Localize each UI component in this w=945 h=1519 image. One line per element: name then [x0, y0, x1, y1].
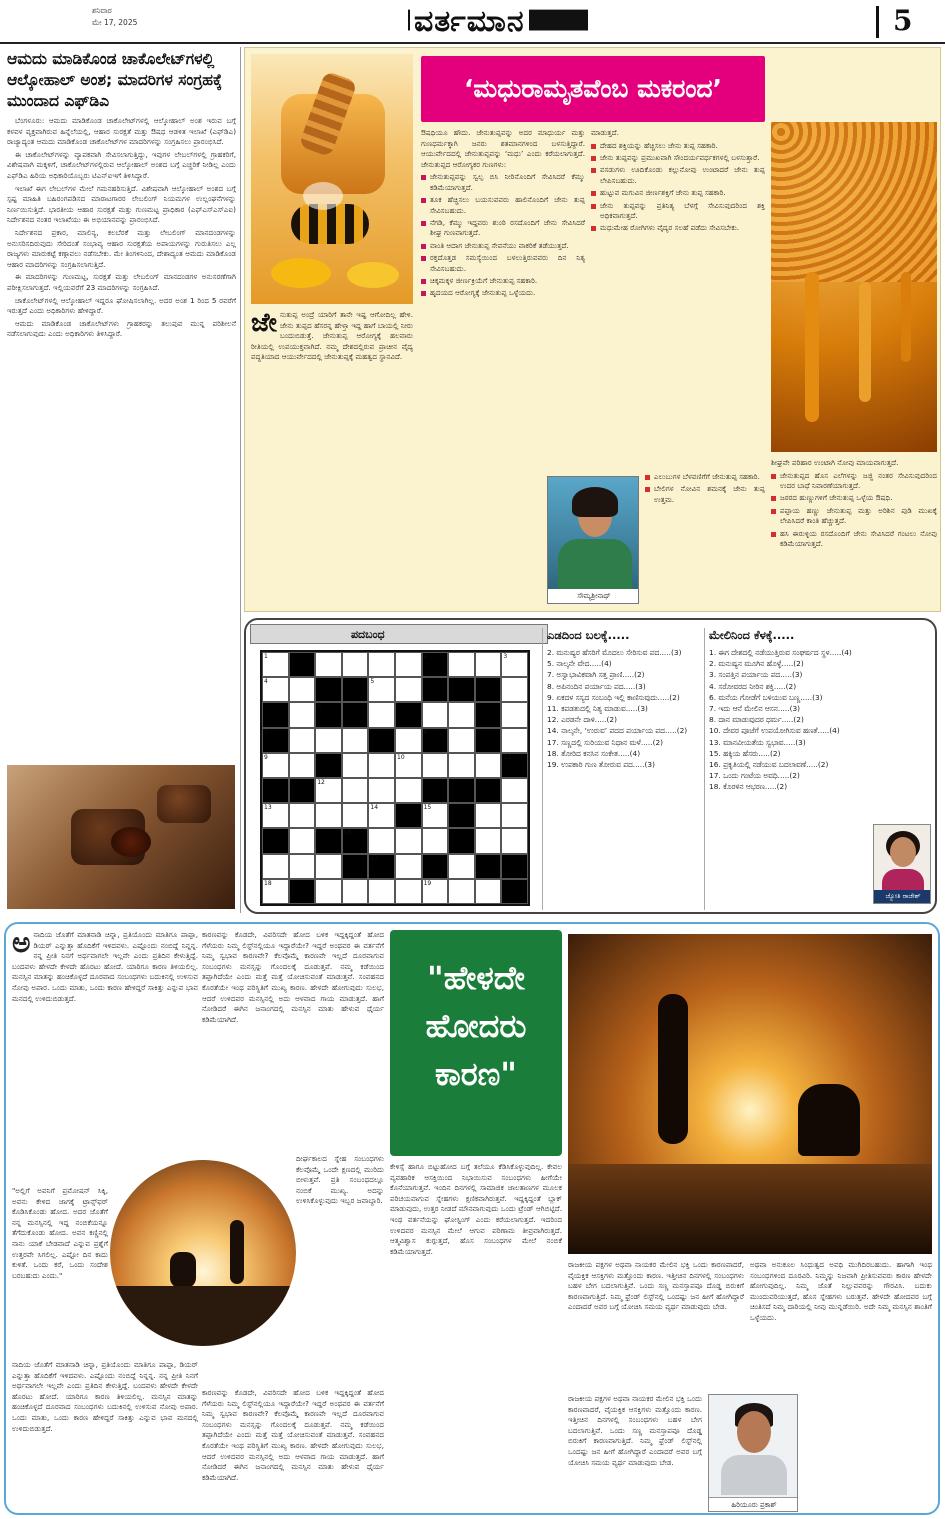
crossword-cell[interactable]: [368, 879, 395, 904]
rel-col4b-text: ರಾಜಕೀಯ ಪಕ್ಷಗಳ ಅಥವಾ ನಾಯಕರ ಮೇಲಿನ ಭಕ್ತಿ ಒಂದು ಕಾರಣವಾದರೆ, ವೈಯಕ್ತಿಕ ಆಸಕ್ತಿಗಳು ಮತ್ತೊಂದು ಕಾರಣ. ಇತ್ತೀಚಿನ ದಿನಗಳಲ್ಲಿ ಸಂಬಂಧಗಳು ಬಹಳ ಬೇಗ ಬದಲಾಗುತ್ತಿವೆ. ಒಂದು ಸಣ್ಣ ಮನಸ್ತಾಪವೂ ದೊಡ್ಡ ಬಿರುಕಿಗೆ ಕಾರಣವಾಗುತ್ತಿದೆ. ನಿಮ್ಮ ಫ್ರೆಂಡ್ ಲಿಸ್ಟ್‌ನಲ್ಲಿ ಒಂದಷ್ಟು ಜನ ಹೀಗೆ ಹೋಗಿದ್ದಾರೆ ಎಂದಾದರೆ ಅವರ ಬಗ್ಗೆ ಯೋಚಿಸಿ ಸಮಯ ವ್ಯರ್ಥ ಮಾಡುವುದು ಬೇಡ.: [568, 1394, 702, 1467]
crossword-block: [342, 854, 369, 879]
crossword-cell[interactable]: [448, 728, 475, 753]
page-number: 5: [893, 4, 913, 37]
chocolate-article: [3, 47, 241, 913]
crossword-cell[interactable]: [422, 753, 449, 778]
silhouette-kneeling: [170, 1252, 196, 1288]
crossword-number: 1: [264, 653, 268, 660]
list-item: ಜೇನು ತುಪ್ಪವನ್ನು ಪ್ರತಿನಿತ್ಯ ಬೆಳಗ್ಗೆ ಸೇವಿಸುವುದರಿಂದ ಶಕ್ತಿ ಅಧಿಕವಾಗುತ್ತದೆ.: [591, 201, 765, 222]
crossword-block: [475, 728, 502, 753]
rel-col-4b: [568, 1394, 702, 1512]
crossword-title: ಪದಬಂಧ: [351, 628, 385, 641]
sunset-silhouette-photo: [568, 934, 932, 1254]
crossword-cell[interactable]: [342, 728, 369, 753]
crossword-block: [315, 677, 342, 702]
crossword-number: 3: [503, 653, 508, 660]
list-item: ಚಿಕ್ಕಮಕ್ಕಳ ಜೀರ್ಣಕ್ರಿಯೆಗೆ ಜೇನುತುಪ್ಪ ಸಹಕಾರಿ.: [421, 276, 585, 286]
rel-headline-line-3: ಕಾರಣ": [435, 1055, 517, 1093]
author-dress: [882, 869, 924, 891]
rel-col5-text: ಅಥವಾ ಅನುಕೂಲ ಸಿಂಧುತ್ವದ ಅವಧಿ ಮುಗಿದಿರಬಹುದು. ಹಾಗಾಗಿ ಇಂಥ ಸಂಬಂಧಗಳಿಂದ ದೂರವಿರಿ. ನಿಮ್ಮನ್ನು ನಿಜವಾಗಿ ಪ್ರೀತಿಸುವವರು ಕಾರಣ ಹೇಳದೇ ಹೋಗುವುದಿಲ್ಲ. ನಿಮ್ಮ ಜೊತೆ ನಿಲ್ಲುವವರನ್ನು ಗೌರವಿಸಿ. ಬದುಕು ಮುಂದುವರಿಯುತ್ತದೆ, ಹೊಸ ಸ್ನೇಹಗಳು ಬರುತ್ತವೆ. ಹೇಳದೇ ಹೋದವರ ಬಗ್ಗೆ ಚಿಂತಿಸದೆ ನಿಮ್ಮ ದಾರಿಯಲ್ಲಿ ನೀವು ಮುನ್ನಡೆಯಿರಿ. ಅದೇ ನಿಮ್ಮ ಮನಸ್ಸಿನ ಶಾಂತಿಗೆ ಒಳ್ಳೆಯದು.: [750, 1260, 932, 1322]
crossword-cell[interactable]: [395, 652, 422, 677]
honeycomb-photo: [771, 122, 937, 452]
paragraph: ಈ ಚಾಕೊಲೇಟ್‌ಗಳನ್ನು ವ್ಯಾಪಕವಾಗಿ ಸೇವಿಸಲಾಗುತ್ತಿದ್ದು, ಇವುಗಳ ಲೇಬಲ್‌ಗಳಲ್ಲಿ ಗ್ರಾಹಕರಿಗೆ, ವಿಶೇಷವಾಗಿ ಮಕ್ಕಳಿಗೆ, ಚಾಕೊಲೇಟ್‌ಗಳಲ್ಲಿರುವ ಆಲ್ಕೋಹಾಲ್ ಅಂಶದ ಬಗ್ಗೆ ಎಚ್ಚರಿಕೆ ನೀಡಿಲ್ಲ ಎಂದು ಎಫ್‌ಡಿಎ ಹಿರಿಯ ಅಧಿಕಾರಿಯೊಬ್ಬರು ಟಿಎನ್‌ಐಇಗೆ ತಿಳಿಸಿದ್ದಾರೆ.: [7, 149, 236, 180]
crossword-cell[interactable]: [315, 652, 342, 677]
horizon: [568, 1164, 932, 1254]
clue: 2. ಮನುಷ್ಯನ ಮೂಗಿನ ಹೊಳ್ಳೆ.....(2): [709, 659, 804, 669]
silhouette-circle-photo: [110, 1160, 296, 1346]
honey-col-3: [591, 128, 765, 468]
crossword-cell[interactable]: [501, 702, 528, 727]
list-item: ವಾಂತಿ ಆದಾಗ ಜೇನುತುಪ್ಪ ಸೇವನೆಯು ವಾಕರಿಕೆ ತಡೆಯುತ್ತದೆ.: [421, 241, 585, 251]
rel-col-1c: [12, 1360, 198, 1510]
silhouette-sitting-woman: [798, 1084, 860, 1156]
author-caption: ಜ್ಯೋತಿ ರಾಜೇಶ್: [874, 890, 931, 903]
crossword-block: [475, 854, 502, 879]
rel-col1-cont: ನಾದಿಯ ಜೊತೆಗೆ ಮಾತನಾಡಿ ಚಿನ್ನಾ, ಪ್ರತಿಯೊಂದು ಮಾತಿಗೂ ಪಾಪ್ಪಾ, ಡಿಯರ್ ಎನ್ನುತ್ತಾ ಹೊದಿಕೆಗೆ ಇಳಿದವಳು. ಎಷ್ಟೊಂದು ನಂಬಿದ್ದೆ ನಿನ್ನನ್ನ. ನನ್ನ ಪ್ರೀತಿ ನಿನಗೆ ಅರ್ಥವಾಗಲೇ ಇಲ್ಲವೇ ಎಂದು ಪ್ರತಿದಿನ ಕೇಳುತ್ತಿದ್ದೆ. ಬಂದವಳು ಹೇಳದೇ ಕೇಳದೇ ಹೊರಟು ಹೋದೆ. ಯಾರಿಗೂ ಕಾರಣ ತಿಳಿಯಲಿಲ್ಲ. ಮನಸ್ಸಿನ ಮಾತನ್ನು ಹಂಚಿಕೊಳ್ಳದೆ ದೂರವಾದ ಸಂಬಂಧಗಳು ಬದುಕಿನಲ್ಲಿ ಉಳಿಸುವ ನೋವು ಅಪಾರ. ಒಂದು ಮಾತು, ಒಂದು ಕಾರಣ ಹೇಳಿದ್ದರೆ ಸಾಕಿತ್ತು ಎನ್ನುವ ಭಾವ ಮನದಲ್ಲಿ ಉಳಿದುಬಿಡುತ್ತದೆ.: [12, 1360, 198, 1433]
crossword-title-bar: [250, 624, 548, 644]
chocolate-filling: [111, 827, 151, 857]
crossword-block: [395, 702, 422, 727]
crossword-number: 6: [317, 703, 322, 711]
crossword-cell[interactable]: [395, 677, 422, 702]
chocolate-headline: ಆಮದು ಮಾಡಿಕೊಂಡ ಚಾಕೊಲೇಟ್‌ಗಳಲ್ಲಿ ಆಲ್ಕೋಹಾಲ್ ಅಂಶ; ಮಾದರಿಗಳ ಸಂಗ್ರಹಕ್ಕೆ ಮುಂದಾದ ಎಫ್‌ಡಿಎ: [7, 50, 223, 110]
header-page-marker: [876, 6, 879, 38]
clue: 10. ದೇವರ ಪೂಜೆಗೆ ಉಪಯೋಗಿಸುವ ಹಣತೆ.....(4): [709, 726, 840, 736]
crossword-number: 4: [264, 678, 268, 686]
paragraph: ನಿರ್ದೇಶನದ ಪ್ರಕಾರ, ಮಾಲಿನ್ಯ, ಕಲಬೆರಕೆ ಮತ್ತು ಲೇಬಲಿಂಗ್ ಮಾನದಂಡಗಳನ್ನು ಅನುಸರಿಸದಿರುವುದು ಸೇರಿದಂತೆ ಸಂಭಾವ್ಯ ಆಹಾರ ಸುರಕ್ಷತೆಯ ಅಪಾಯಗಳನ್ನು ಗುರುತಿಸಲು ಎಲ್ಲ ರಾಜ್ಯಗಳು ಮಾರುಕಟ್ಟೆ ಕಣ್ಗಾವಲು ನಡೆಸಬೇಕು. ಮೇ ತಿಂಗಳಿನಿಂದ, ದೇಶಾದ್ಯಂತ ಆಮದು ಮಾಡಿಕೊಂಡ ಆಹಾರ ಮಾದರಿಗಳನ್ನು ಸಂಗ್ರಹಿಸಲಾಗುತ್ತಿದೆ.: [7, 227, 236, 269]
honey-drip: [859, 282, 871, 402]
list-item: ಹೃದಯದ ಆರೋಗ್ಯಕ್ಕೆ ಜೇನುತುಪ್ಪ ಒಳ್ಳೆಯದು.: [421, 288, 585, 298]
crossword-cell[interactable]: [475, 879, 502, 904]
rel-col-5: [750, 1260, 932, 1510]
silhouette-standing: [230, 1220, 244, 1284]
crossword-cell[interactable]: [315, 879, 342, 904]
crossword-cell[interactable]: [342, 879, 369, 904]
across-heading: ಎಡದಿಂದ ಬಲಕ್ಕೆ.....: [547, 628, 630, 642]
crossword-block: [289, 879, 316, 904]
list-item: ಪಪ್ಪಾಯ ಹಣ್ಣು ಜೇನುತುಪ್ಪ ಮತ್ತು ಅರಿಶಿನ ಪುಡಿ ಮುಖಕ್ಕೆ ಲೇಪಿಸಿದರೆ ಕಾಂತಿ ಹೆಚ್ಚುತ್ತದೆ.: [771, 506, 937, 527]
honey-col3-top: ಮಾಡುತ್ತದೆ.: [591, 128, 619, 137]
crossword-cell[interactable]: [475, 803, 502, 828]
honey-col-1: [251, 310, 413, 606]
rel-col2c-text: ಕಾರಣವನ್ನು ಕೊಡದೇ, ವಿವರಿಸದೇ ಹೋದ ಬಳಿಕ ಇದ್ದಕ್ಕಿದ್ದಂತೆ ಹೋದ ಗೆಳೆಯರು ನಿಮ್ಮ ಲಿಸ್ಟ್‌ನಲ್ಲಿಯೂ ಇದ್ದಾರೆಯೇ? ಇದ್ದರೆ ಅಂಥವರ ಈ ವರ್ತನೆಗೆ ನಿಮ್ಮ ಸ್ವಭಾವ ಕಾರಣವೇ? ಕೆಲವೊಮ್ಮೆ ಕಾರಣವೇ ಇಲ್ಲದೆ ದೂರವಾಗುವ ಸಂಬಂಧಗಳು ಮನಸ್ಸನ್ನು ಗೊಂದಲಕ್ಕೆ ದೂಡುತ್ತವೆ. ನಮ್ಮ ಕಡೆಯಿಂದ ತಪ್ಪಾಗಿದೆಯೇ ಎಂದು ಮತ್ತೆ ಮತ್ತೆ ಯೋಚಿಸುವಂತೆ ಮಾಡುತ್ತವೆ. ಸಂವಹನದ ಕೊರತೆಯೇ ಇಂಥ ಪರಿಸ್ಥಿತಿಗೆ ಮುಖ್ಯ ಕಾರಣ. ಹೇಳದೇ ಹೋಗುವುದು ಸುಲಭ, ಆದರೆ ಉಳಿದವರ ಮನಸ್ಸಿನಲ್ಲಿ ಅದು ಆಳವಾದ ಗಾಯ ಮಾಡುತ್ತದೆ. ಹಾಗೆ ನೋಡಿದರೆ ಈಗಿನ ಜನಾಂಗದಲ್ಲಿ ಮನಸ್ಸಿನ ಮಾತು ಹೇಳುವ ಧೈರ್ಯ ಕಡಿಮೆಯಾಗಿದೆ.: [202, 1388, 384, 1482]
down-heading: ಮೇಲಿನಿಂದ ಕೆಳಕ್ಕೆ.....: [709, 628, 795, 642]
crossword-number: 11: [503, 753, 512, 761]
crossword-cell[interactable]: [289, 854, 316, 879]
crossword-cell[interactable]: [289, 753, 316, 778]
paragraph: ಈ ಮಾದರಿಗಳನ್ನು ಗುಣಮಟ್ಟ, ಸುರಕ್ಷತೆ ಮತ್ತು ಲೇಬಲಿಂಗ್ ಮಾನದಂಡಗಳ ಅನುಸರಣೆಗಾಗಿ ಪರೀಕ್ಷಿಸಲಾಗುತ್ತದೆ. ಇಲ್ಲಿಯವರೆಗೆ 23 ಮಾದರಿಗಳನ್ನು ಸಂಗ್ರಹಿಸಿದೆ.: [7, 272, 236, 292]
silhouette-walking-man: [658, 994, 688, 1144]
crossword-block: [289, 652, 316, 677]
rel-col1-text: ನಾದಿಯ ಜೊತೆಗೆ ಮಾತನಾಡಿ ಚಿನ್ನಾ, ಪ್ರತಿಯೊಂದು ಮಾತಿಗೂ ಪಾಪ್ಪಾ, ಡಿಯರ್ ಎನ್ನುತ್ತಾ ಹೊದಿಕೆಗೆ ಇಳಿದವಳು. ಎಷ್ಟೊಂದು ನಂಬಿದ್ದೆ ನಿನ್ನನ್ನ. ನನ್ನ ಪ್ರೀತಿ ನಿನಗೆ ಅರ್ಥವಾಗಲೇ ಇಲ್ಲವೇ ಎಂದು ಪ್ರತಿದಿನ ಕೇಳುತ್ತಿದ್ದೆ. ಬಂದವಳು ಹೇಳದೇ ಕೇಳದೇ ಹೊರಟು ಹೋದೆ. ಯಾರಿಗೂ ಕಾರಣ ತಿಳಿಯಲಿಲ್ಲ. ಮನಸ್ಸಿನ ಮಾತನ್ನು ಹಂಚಿಕೊಳ್ಳದೆ ದೂರವಾದ ಸಂಬಂಧಗಳು ಬದುಕಿನಲ್ಲಿ ಉಳಿಸುವ ನೋವು ಅಪಾರ. ಒಂದು ಮಾತು, ಒಂದು ಕಾರಣ ಹೇಳಿದ್ದರೆ ಸಾಕಿತ್ತು ಎನ್ನುವ ಭಾವ ಮನದಲ್ಲಿ ಉಳಿದುಬಿಡುತ್ತದೆ.: [12, 930, 198, 1003]
clue: 2. ಮನುಷ್ಯರ ಹೆಸರಿಗೆ ಮೊದಲು ಸೇರಿಸುವ ಪದ.....(3): [547, 648, 682, 657]
honey-col4-text: ಶೀಘ್ರವೇ ಪರಿಹಾರ ಉಂಟಾಗಿ ನೋವು ಮಾಯವಾಗುತ್ತದೆ.: [771, 458, 899, 467]
page-header: [0, 0, 945, 44]
rel-col-2: [202, 930, 384, 1150]
list-item: ನೆಗಡಿ, ಕೆಮ್ಮು ಇದ್ದವರು ಶುಂಠಿ ರಸದೊಂದಿಗೆ ಜೇನು ಸೇವಿಸಿದರೆ ಶೀಘ್ರ ಗುಣವಾಗುತ್ತದೆ.: [421, 218, 585, 239]
masthead-title: ವರ್ತಮಾನ: [410, 3, 529, 41]
clue: 9. ಏಕದಳ ಸಸ್ಯದ ಸಂಬಂಧಿ ಇಲ್ಲಿ ಕಾಣಿಸುವುದು.....(2): [547, 692, 680, 702]
rel-headline-line-1: "ಹೇಳದೇ: [427, 959, 525, 997]
crossword-block: [289, 778, 316, 803]
dropcap: ಅ: [12, 930, 31, 959]
crossword-cell[interactable]: [448, 652, 475, 677]
clue: 6. ಮನೆಯ ಗೋಡೆಗೆ ಬಳಿಯುವ ಬಣ್ಣ.....(3): [709, 692, 823, 702]
clue: 12. ಎರಡನೇ ದಾಳಿ.....(2): [547, 715, 617, 725]
crossword-block: [475, 778, 502, 803]
clue: 19. ಉಪಕಾರಿ ಗುಣ ತೋರುವ ಪದ.....(3): [547, 760, 655, 770]
clue: 18. ತೋರಿದ ಕನಸಿನ ಸಂಕೇತ.....(4): [547, 748, 641, 758]
clue: 8. ದಾನ ಮಾಡುವುದರ ಧರ್ಮ.....(2): [709, 715, 804, 725]
crossword-block: [501, 879, 528, 904]
crossword-cell[interactable]: [475, 652, 502, 677]
honey-benefits-list: [421, 172, 585, 298]
clue: 18. ಕೊರಳಿನ ಆಭರಣ.....(2): [709, 782, 788, 792]
crossword-number: 17: [370, 854, 379, 862]
crossword-block: [422, 778, 449, 803]
dropcap: ಜೇ: [251, 310, 278, 338]
crossword-block: [448, 803, 475, 828]
clue: 7. ಅಸ್ವಾಭಾವಿಕವಾಗಿ ಸತ್ತ ಪ್ರಾಣಿ.....(2): [547, 670, 645, 680]
clue: 17. ಸಣ್ಣದಲ್ಲಿ ಸುರಿಯುವ ನಿಧಾನ ಮಳೆ.....(2): [547, 737, 664, 747]
clue: 1. ಈಗ ದೇಶದಲ್ಲಿ ನಡೆಯುತ್ತಿರುವ ಸಂಘರ್ಷದ ಸ್ಥಳ.....(4): [709, 648, 852, 657]
honey-col2-text: ಔಷಧಿಯೂ ಹೌದು. ಜೇನುತುಪ್ಪವನ್ನು ಅದರ ಮಾಧುರ್ಯ ಮತ್ತು ಗುಣಧರ್ಮಕ್ಕಾಗಿ ಜನರು ಶತಮಾನಗಳಿಂದ ಬಳಸುತ್ತಿದ್ದಾರೆ. ಆಯುರ್ವೇದದಲ್ಲಿ ಜೇನುತುಪ್ಪವನ್ನು ‘ಮಧು’ ಎಂದು ಕರೆಯಲಾಗುತ್ತದೆ. ಜೇನುತುಪ್ಪದ ಆರೋಗ್ಯಕರ ಗುಣಗಳು:: [421, 128, 585, 169]
clue: 7. ಇದು ಆನೆ ಮೇಲಿನ ಆಸನ.....(3): [709, 704, 801, 714]
rel-headline-line-2: ಹೋದರು: [425, 1007, 527, 1045]
crossword-number: 10: [397, 753, 405, 761]
crossword-cell[interactable]: [289, 728, 316, 753]
crossword-cell[interactable]: [289, 702, 316, 727]
crossword-block: [448, 677, 475, 702]
honey-headline: ‘ಮಧುರಾಮೃತವೆಂಬ ಮಕರಂದ’: [421, 56, 765, 122]
crossword-cell[interactable]: [395, 778, 422, 803]
clue: 13. ಮಾನವೀಯತೆಯ ಸ್ವಭಾವ.....(3): [709, 737, 806, 747]
crossword-cell[interactable]: [501, 828, 528, 853]
crossword-cell[interactable]: [368, 828, 395, 853]
crossword-cell[interactable]: [501, 728, 528, 753]
author-hair: [572, 487, 618, 517]
crossword-block: [342, 677, 369, 702]
list-item: ಎಲುಬುಗಳ ಬೆಳವಣಿಗೆಗೆ ಜೇನುತುಪ್ಪ ಸಹಕಾರಿ.: [645, 472, 765, 482]
honey-benefits-list-3: [645, 472, 765, 505]
flower: [271, 258, 331, 288]
bee: [291, 204, 369, 244]
honey-drip: [901, 272, 911, 362]
rel-col-4: [568, 1260, 744, 1390]
rel-col-1b: [12, 1186, 108, 1356]
paragraph: ಬೆಂಗಳೂರು: ಆಮದು ಮಾಡಿಕೊಂಡ ಚಾಕೊಲೇಟ್‌ಗಳಲ್ಲಿ ಆಲ್ಕೋಹಾಲ್ ಅಂಶ ಇರುವ ಬಗ್ಗೆ ಕಳವಳ ವ್ಯಕ್ತವಾಗಿರುವ ಹಿನ್ನೆಲೆಯಲ್ಲಿ, ಆಹಾರ ಸುರಕ್ಷತೆ ಮತ್ತು ಔಷಧ ಆಡಳಿತ ಇಲಾಖೆ (ಎಫ್‌ಡಿಎ) ರಾಜ್ಯಾದ್ಯಂತ ಆಮದು ಮಾಡಿಕೊಂಡ ಚಾಕೊಲೇಟ್‌ಗಳ ಮಾದರಿಗಳನ್ನು ಸಂಗ್ರಹಿಸಲು ಪ್ರಾರಂಭಿಸಿದೆ.: [7, 116, 236, 147]
author-caption: ಹಿರಿಯೂರು ಪ್ರಕಾಶ್: [709, 1497, 798, 1511]
rel-col-1: [12, 930, 198, 1180]
crossword-section: [244, 618, 937, 914]
rel-col3-text: ಕೇಳಿಸ್ಸೆ ಹಾಗೂ ಬಿಟ್ಟುಹೋದ ಬಗ್ಗೆ ತಲೆಯೂ ಕೆಡಿಸಿಕೊಳ್ಳುವುದಿಲ್ಲ. ಕೇವಲ ವ್ಯವಹಾರಿಕ ಆಸಕ್ತಿಯಿಂದ ನಿಭಾಯಿಸುವ ಸಂಬಂಧಗಳು ಹೀಗೆಯೇ ಕೊನೆಯಾಗುತ್ತವೆ. ಇಂದಿನ ದಿನಗಳಲ್ಲಿ ಸಾಮಾಜಿಕ ಜಾಲತಾಣಗಳ ಮೂಲಕ ಪರಿಚಯವಾಗುವ ಸ್ನೇಹಗಳು ಕ್ಷಣಿಕವಾಗಿರುತ್ತವೆ. ಇದ್ದಕ್ಕಿದ್ದಂತೆ ಬ್ಲಾಕ್ ಮಾಡುವುದು, ಉತ್ತರ ನೀಡದೆ ಮೌನವಾಗುವುದು ಒಂದು ಟ್ರೆಂಡ್ ಆಗಿಬಿಟ್ಟಿದೆ. ಇಂಥ ವರ್ತನೆಯನ್ನು ಘೋಸ್ಟಿಂಗ್ ಎಂದು ಕರೆಯಲಾಗುತ್ತದೆ. ಇದರಿಂದ ಉಳಿದವರ ಮನಸ್ಸಿನ ಮೇಲೆ ಆಗುವ ಪರಿಣಾಮ ತೀವ್ರವಾಗಿರುತ್ತದೆ. ಆತ್ಮವಿಶ್ವಾಸ ಕುಗ್ಗುತ್ತದೆ, ಹೊಸ ಸಂಬಂಧಗಳ ಮೇಲೆ ನಂಬಿಕೆ ಕಡಿಮೆಯಾಗುತ್ತದೆ.: [390, 1162, 562, 1256]
clue: 3. ಸಂಪತ್ತಿನ ಪರ್ಯಾಯ ಪದ.....(3): [709, 670, 803, 680]
crossword-cell[interactable]: [315, 854, 342, 879]
crossword-cell[interactable]: [368, 753, 395, 778]
chocolate-piece-small: [157, 785, 211, 823]
author-caption: ಸೌಮ್ಯಶ್ರೀನಾಥ್: [548, 589, 639, 603]
honey-intro: ನುತುಪ್ಪ ಅಂದ್ರೆ ಯಾರಿಗೆ ತಾನೇ ಇಷ್ಟ ಆಗೋದಿಲ್ಲ ಹೇಳಿ. ಜೇನು ತುಪ್ಪದ ಹೆಸರನ್ನ ಹೇಳ್ತಾ ಇದ್ದ ಹಾಗೆ ಬಾಯಲ್ಲಿ ನೀರು ಬಂದುಬಿಡುತ್ತೆ. ಜೇನುತುಪ್ಪ ಆರೋಗ್ಯಕ್ಕೆ ಹಲವಾರು ರೀತಿಯಲ್ಲಿ ಉಪಯುಕ್ತವಾಗಿದೆ. ನಮ್ಮ ದೇಶದಲ್ಲಿರುವ ಪ್ರಾಚೀನ ವೈದ್ಯ ಪದ್ಧತಿಯಾದ ಆಯುರ್ವೇದದಲ್ಲಿ ಜೇನುತುಪ್ಪಕ್ಕೆ ಮಹತ್ವದ ಸ್ಥಾನವಿದೆ.: [251, 310, 413, 362]
clue: 11. ಕಪಡತುದಲ್ಲಿ ನಿತ್ಯ ಮಾಡುವ.....(3): [547, 704, 648, 714]
list-item: ತೂಕ ಹೆಚ್ಚಿಸಲು ಬಯಸುವವರು ಹಾಲಿನೊಂದಿಗೆ ಜೇನು ತುಪ್ಪ ಸೇವಿಸಬಹುದು.: [421, 195, 585, 216]
rel-col-2b: [296, 1154, 384, 1384]
crossword-number: 19: [423, 879, 432, 887]
crossword-cell[interactable]: [342, 652, 369, 677]
crossword-cell[interactable]: [315, 728, 342, 753]
crossword-cell[interactable]: [422, 702, 449, 727]
crossword-cell[interactable]: [315, 803, 342, 828]
rel-col2b-text: ದೀರ್ಘಕಾಲದ ಸ್ನೇಹ ಸಂಬಂಧಗಳು ಕೆಲವೊಮ್ಮೆ ಒಂದೇ ಕ್ಷಣದಲ್ಲಿ ಮುರಿದು ಬೀಳುತ್ತವೆ. ಪ್ರತಿ ಸಂಬಂಧದಲ್ಲೂ ನಂಬಿಕೆ ಮುಖ್ಯ. ಅದನ್ನು ಉಳಿಸಿಕೊಳ್ಳುವುದು ಇಬ್ಬರ ಜವಾಬ್ದಾರಿ.: [296, 1154, 384, 1206]
relationship-article: [4, 922, 940, 1515]
clue: 5. ನಾಲ್ಕನೇ ವೇದ.....(4): [547, 659, 612, 669]
crossword-number: 18: [264, 879, 272, 887]
crossword-block: [262, 828, 289, 853]
crossword-number: 13: [264, 804, 272, 812]
crossword-number: 2: [423, 653, 428, 660]
chocolate-photo: [7, 765, 235, 909]
clue: 4. ಸರೋವರದ ನೀರಿನ ಶಕ್ತಿ.....(2): [709, 681, 797, 691]
header-day: ಶನಿವಾರ: [92, 6, 112, 15]
crossword-cell[interactable]: [448, 702, 475, 727]
crossword-cell[interactable]: [475, 753, 502, 778]
header-date: ಮೇ 17, 2025: [92, 18, 138, 27]
paragraph: ಇಲಾಖೆ ಈಗ ಲೇಬಲ್‌ಗಳ ಮೇಲೆ ಗಮನಹರಿಸುತ್ತಿದೆ. ವಿಶೇಷವಾಗಿ ಆಲ್ಕೋಹಾಲ್ ಅಂಶದ ಬಗ್ಗೆ ಸ್ಪಷ್ಟ ಮಾಹಿತಿ ಬಹಿರಂಗಪಡಿಸದ ಮಾರಾಟಗಾರರ ಲೇಬಲಿಂಗ್ ನಿಯಮಗಳ ಉಲ್ಲಂಘನೆಗಳನ್ನು ನಿರ್ಣಯಿಸುತ್ತಿದೆ. ಭಾರತೀಯ ಆಹಾರ ಸುರಕ್ಷತೆ ಮತ್ತು ಗುಣಮಟ್ಟ ಪ್ರಾಧಿಕಾರ (ಎಫ್‌ಎಸ್‌ಎಸ್‌ಎಐ) ನಿರ್ದೇಶನದ ನಂತರ ಇಲಾಖೆಯು ಈ ಅಭಿಯಾನವನ್ನು ಪ್ರಾರಂಭಿಸಿದೆ.: [7, 183, 236, 225]
list-item: ಹಸಿ ಈರುಳ್ಳಿಯ ರಸದೊಂದಿಗೆ ಜೇನು ಸೇವಿಸಿದರೆ ಗಂಟಲು ನೋವು ಕಡಿಮೆಯಾಗುತ್ತದೆ.: [771, 529, 937, 550]
list-item: ಜಠರದ ಹುಣ್ಣುಗಳಿಗೆ ಜೇನುತುಪ್ಪ ಒಳ್ಳೆಯ ಔಷಧಿ.: [771, 493, 937, 503]
honey-benefits-list-4: [771, 471, 937, 550]
crossword-cell[interactable]: [342, 753, 369, 778]
honey-article: [244, 47, 941, 612]
crossword-block: [368, 728, 395, 753]
paragraph: ಆಮದು ಮಾಡಿಕೊಂಡ ಚಾಕೊಲೇಟ್‌ಗಳು ಗ್ರಾಹಕರನ್ನು ತಲುಪುವ ಮುನ್ನ ಪರಿಶೀಲನೆ ನಡೆಸಲಾಗುವುದು ಎಂದು ಅಧಿಕಾರಿಗಳು ತಿಳಿಸಿದ್ದಾರೆ.: [7, 318, 236, 339]
honeycomb-pattern: [771, 122, 937, 282]
crossword-cell[interactable]: [342, 778, 369, 803]
across-clues: [542, 628, 700, 910]
list-item: ದೇಹದ ಶಕ್ತಿಯನ್ನು ಹೆಚ್ಚಿಸಲು ಜೇನು ತುಪ್ಪ ಸಹಕಾರಿ.: [591, 141, 765, 151]
paragraph: ಚಾಕೊಲೇಟ್‌ಗಳಲ್ಲಿ ಆಲ್ಕೋಹಾಲ್ ಇದ್ದರೂ ಘೋಷಿಸಲಾಗಿಲ್ಲ. ಅದರ ಅಂಶ 1 ರಿಂದ 5 ರವರೆಗೆ ಇರುತ್ತದೆ ಎಂದು ಅಧಿಕಾರಿಗಳು ಹೇಳಿದ್ದಾರೆ.: [7, 295, 236, 316]
crossword-block: [342, 702, 369, 727]
crossword-block: [422, 677, 449, 702]
crossword-number: 12: [317, 779, 325, 786]
crossword-block: [395, 803, 422, 828]
crossword-block: [262, 778, 289, 803]
crossword-block: [448, 828, 475, 853]
list-item: ಜೇನುತುಪ್ಪದ ಹೊಸ ಎಲೆಗಳನ್ನು ಜಜ್ಜಿ ನಂತರ ಸೇವಿಸುವುದರಿಂದ ಉದರ ಬಾಧೆ ನಿವಾರಣೆಯಾಗುತ್ತದೆ.: [771, 471, 937, 492]
crossword-grid: [260, 650, 530, 906]
ground: [110, 1286, 296, 1346]
rel-col-3: [390, 1162, 562, 1512]
crossword-block: [262, 702, 289, 727]
author-photo-jyothi: [873, 824, 931, 904]
chocolate-body: [3, 116, 240, 736]
crossword-block: [315, 828, 342, 853]
list-item: ಹುಟ್ಟುವ ಮಗುವಿನ ಜೀರ್ಣಶಕ್ತಿಗೆ ಜೇನು ತುಪ್ಪ ಸಹಕಾರಿ.: [591, 188, 765, 198]
crossword-cell[interactable]: [289, 828, 316, 853]
author-photo-soumya: [547, 476, 639, 604]
crossword-cell[interactable]: [368, 652, 395, 677]
rel-col4-text: ರಾಜಕೀಯ ಪಕ್ಷಗಳ ಅಥವಾ ನಾಯಕರ ಮೇಲಿನ ಭಕ್ತಿ ಒಂದು ಕಾರಣವಾದರೆ, ವೈಯಕ್ತಿಕ ಆಸಕ್ತಿಗಳು ಮತ್ತೊಂದು ಕಾರಣ. ಇತ್ತೀಚಿನ ದಿನಗಳಲ್ಲಿ ಸಂಬಂಧಗಳು ಬಹಳ ಬೇಗ ಬದಲಾಗುತ್ತಿವೆ. ಒಂದು ಸಣ್ಣ ಮನಸ್ತಾಪವೂ ದೊಡ್ಡ ಬಿರುಕಿಗೆ ಕಾರಣವಾಗುತ್ತಿದೆ. ನಿಮ್ಮ ಫ್ರೆಂಡ್ ಲಿಸ್ಟ್‌ನಲ್ಲಿ ಒಂದಷ್ಟು ಜನ ಹೀಗೆ ಹೋಗಿದ್ದಾರೆ ಎಂದಾದರೆ ಅವರ ಬಗ್ಗೆ ಯೋಚಿಸಿ ಸಮಯ ವ್ಯರ್ಥ ಮಾಡುವುದು ಬೇಡ.: [568, 1260, 744, 1312]
honey-drip: [805, 272, 819, 422]
honey-benefits-list-2: [591, 141, 765, 234]
rel-headline-box: [390, 930, 562, 1156]
rel-col1b-text: "ಅಲ್ಲಿಗೆ ಅವನಿಗೆ ಪ್ರಮೋಷನ್ ಸಿಕ್ಕಿ, ಅವನು ಕೇಳಿದ ಜಾಗಕ್ಕೆ ಟ್ರಾನ್ಸ್‌ಫರ್ ಕೊಡಿಸಿಕೊಂಡು ಹೋದ. ಅದರ ಜೊತೆಗೆ ನನ್ನ ಮನಸ್ಸಿನಲ್ಲಿ ಇದ್ದ ನಂಬಿಕೆಯನ್ನೂ ತೆಗೆದುಕೊಂಡು ಹೋದ. ಅವನ ಕಣ್ಣಿನಲ್ಲಿ ನಾನು ಯಾಕೆ ಬೇಡವಾದೆ ಎನ್ನುವ ಪ್ರಶ್ನೆಗೆ ಉತ್ತರವೇ ಸಿಗಲಿಲ್ಲ. ಎಷ್ಟೋ ದಿನ ಕಾದು ಕುಳಿತೆ. ಒಂದು ಕರೆ, ಒಂದು ಸಂದೇಶ ಬರಬಹುದು ಎಂದು.": [12, 1186, 108, 1280]
crossword-cell[interactable]: [501, 778, 528, 803]
crossword-cell[interactable]: [289, 803, 316, 828]
crossword-block: [501, 854, 528, 879]
clue: 17. ಒಂದು ಗಂಟೆಯ ಅವಧಿ.....(2): [709, 771, 800, 781]
rel-col2-text: ಕಾರಣವನ್ನು ಕೊಡದೇ, ವಿವರಿಸದೇ ಹೋದ ಬಳಿಕ ಇದ್ದಕ್ಕಿದ್ದಂತೆ ಹೋದ ಗೆಳೆಯರು ನಿಮ್ಮ ಲಿಸ್ಟ್‌ನಲ್ಲಿಯೂ ಇದ್ದಾರೆಯೇ? ಇದ್ದರೆ ಅಂಥವರ ಈ ವರ್ತನೆಗೆ ನಿಮ್ಮ ಸ್ವಭಾವ ಕಾರಣವೇ? ಕೆಲವೊಮ್ಮೆ ಕಾರಣವೇ ಇಲ್ಲದೆ ದೂರವಾಗುವ ಸಂಬಂಧಗಳು ಮನಸ್ಸನ್ನು ಗೊಂದಲಕ್ಕೆ ದೂಡುತ್ತವೆ. ನಮ್ಮ ಕಡೆಯಿಂದ ತಪ್ಪಾಗಿದೆಯೇ ಎಂದು ಮತ್ತೆ ಮತ್ತೆ ಯೋಚಿಸುವಂತೆ ಮಾಡುತ್ತವೆ. ಸಂವಹನದ ಕೊರತೆಯೇ ಇಂಥ ಪರಿಸ್ಥಿತಿಗೆ ಮುಖ್ಯ ಕಾರಣ. ಹೇಳದೇ ಹೋಗುವುದು ಸುಲಭ, ಆದರೆ ಉಳಿದವರ ಮನಸ್ಸಿನಲ್ಲಿ ಅದು ಆಳವಾದ ಗಾಯ ಮಾಡುತ್ತದೆ. ಹಾಗೆ ನೋಡಿದರೆ ಈಗಿನ ಜನಾಂಗದಲ್ಲಿ ಮನಸ್ಸಿನ ಮಾತು ಹೇಳುವ ಧೈರ್ಯ ಕಡಿಮೆಯಾಗಿದೆ.: [202, 930, 384, 1024]
clue: 15. ಹಕ್ಕಿಯ ಹೆಸರು.....(2): [709, 748, 781, 758]
list-item: ವಸಡುಗಳು ಊದಿಕೊಂಡು ಕಲ್ಲುನೋವು ಉಂಟಾದರೆ ಜೇನು ತುಪ್ಪ ಲೇಪಿಸಬಹುದು.: [591, 165, 765, 186]
crossword-number: 15: [423, 804, 432, 812]
crossword-cell[interactable]: [395, 854, 422, 879]
crossword-block: [315, 753, 342, 778]
honey-col-4: [771, 458, 937, 608]
crossword-cell[interactable]: [501, 677, 528, 702]
crossword-cell[interactable]: [395, 879, 422, 904]
crossword-block: [448, 778, 475, 803]
author-face: [890, 837, 916, 867]
clue: 8. ಅಪಿನಂದಿನ ಪರ್ಯಾಯ ಪದ.....(3): [547, 681, 646, 691]
crossword-number: 9: [264, 753, 268, 761]
crossword-number: 14: [370, 804, 379, 812]
crossword-cell[interactable]: [422, 828, 449, 853]
list-item: ಜೇನು ತುಪ್ಪವನ್ನು ಪ್ರಮುಖವಾಗಿ ಸೌಂದರ್ಯವರ್ಧಕಗಳಲ್ಲಿ ಬಳಸುತ್ತಾರೆ.: [591, 153, 765, 163]
crossword-block: [475, 702, 502, 727]
crossword-cell[interactable]: [289, 677, 316, 702]
rel-col-2c: [202, 1388, 384, 1512]
clue: 16. ಪ್ರಕೃತಿಯಲ್ಲಿ ನಡೆಯುವ ಬದಲಾವಣೆ.....(2): [709, 760, 829, 770]
down-clues: [704, 628, 932, 910]
crossword-cell[interactable]: [262, 854, 289, 879]
crossword-number: 5: [370, 678, 375, 686]
crossword-cell[interactable]: [448, 753, 475, 778]
crossword-cell[interactable]: [395, 828, 422, 853]
crossword-cell[interactable]: [448, 879, 475, 904]
author-saree: [558, 539, 632, 589]
bee-wing: [303, 182, 343, 210]
crossword-cell[interactable]: [342, 803, 369, 828]
list-item: ರಕ್ತದೊತ್ತಡ ಸಮಸ್ಯೆಯಿಂದ ಬಳಲುತ್ತಿರುವವರು ದಿನ ನಿತ್ಯ ಸೇವಿಸಬಹುದು.: [421, 253, 585, 274]
crossword-cell[interactable]: [368, 702, 395, 727]
list-item: ಮಧುಮೇಹ ರೋಗಿಗಳು ವೈದ್ಯರ ಸಲಹೆ ಪಡೆದು ಸೇವಿಸಬೇಕು.: [591, 223, 765, 233]
honey-col-3-right: [645, 472, 765, 606]
crossword-number: 16: [343, 829, 352, 837]
crossword-block: [422, 854, 449, 879]
crossword-cell[interactable]: [501, 803, 528, 828]
clue: 14. ನಾಲ್ಕನೇ, ‘ಉರುವ’ ಪದದ ಪರ್ಯಾಯ ಪದ.....(2): [547, 726, 688, 736]
flower: [347, 262, 399, 288]
crossword-cell[interactable]: [395, 728, 422, 753]
honey-bee-photo: [251, 54, 413, 304]
crossword-cell[interactable]: [475, 828, 502, 853]
list-item: ಬೇಲಿಗಳ ನೋವಿನ ಶಮನಕ್ಕೆ ಜೇನು ತುಪ್ಪ ಉತ್ತಮ.: [645, 484, 765, 505]
crossword-cell[interactable]: [448, 854, 475, 879]
crossword-block: [475, 677, 502, 702]
list-item: ಜೇನುತುಪ್ಪವನ್ನು ಸ್ವಲ್ಪ ಬಿಸಿ ನೀರಿನೊಂದಿಗೆ ಸೇವಿಸಿದರೆ ಕೆಮ್ಮು ಕಡಿಮೆಯಾಗುತ್ತದೆ.: [421, 172, 585, 193]
crossword-cell[interactable]: [368, 778, 395, 803]
crossword-number: 7: [264, 728, 268, 736]
crossword-number: 8: [423, 728, 428, 736]
